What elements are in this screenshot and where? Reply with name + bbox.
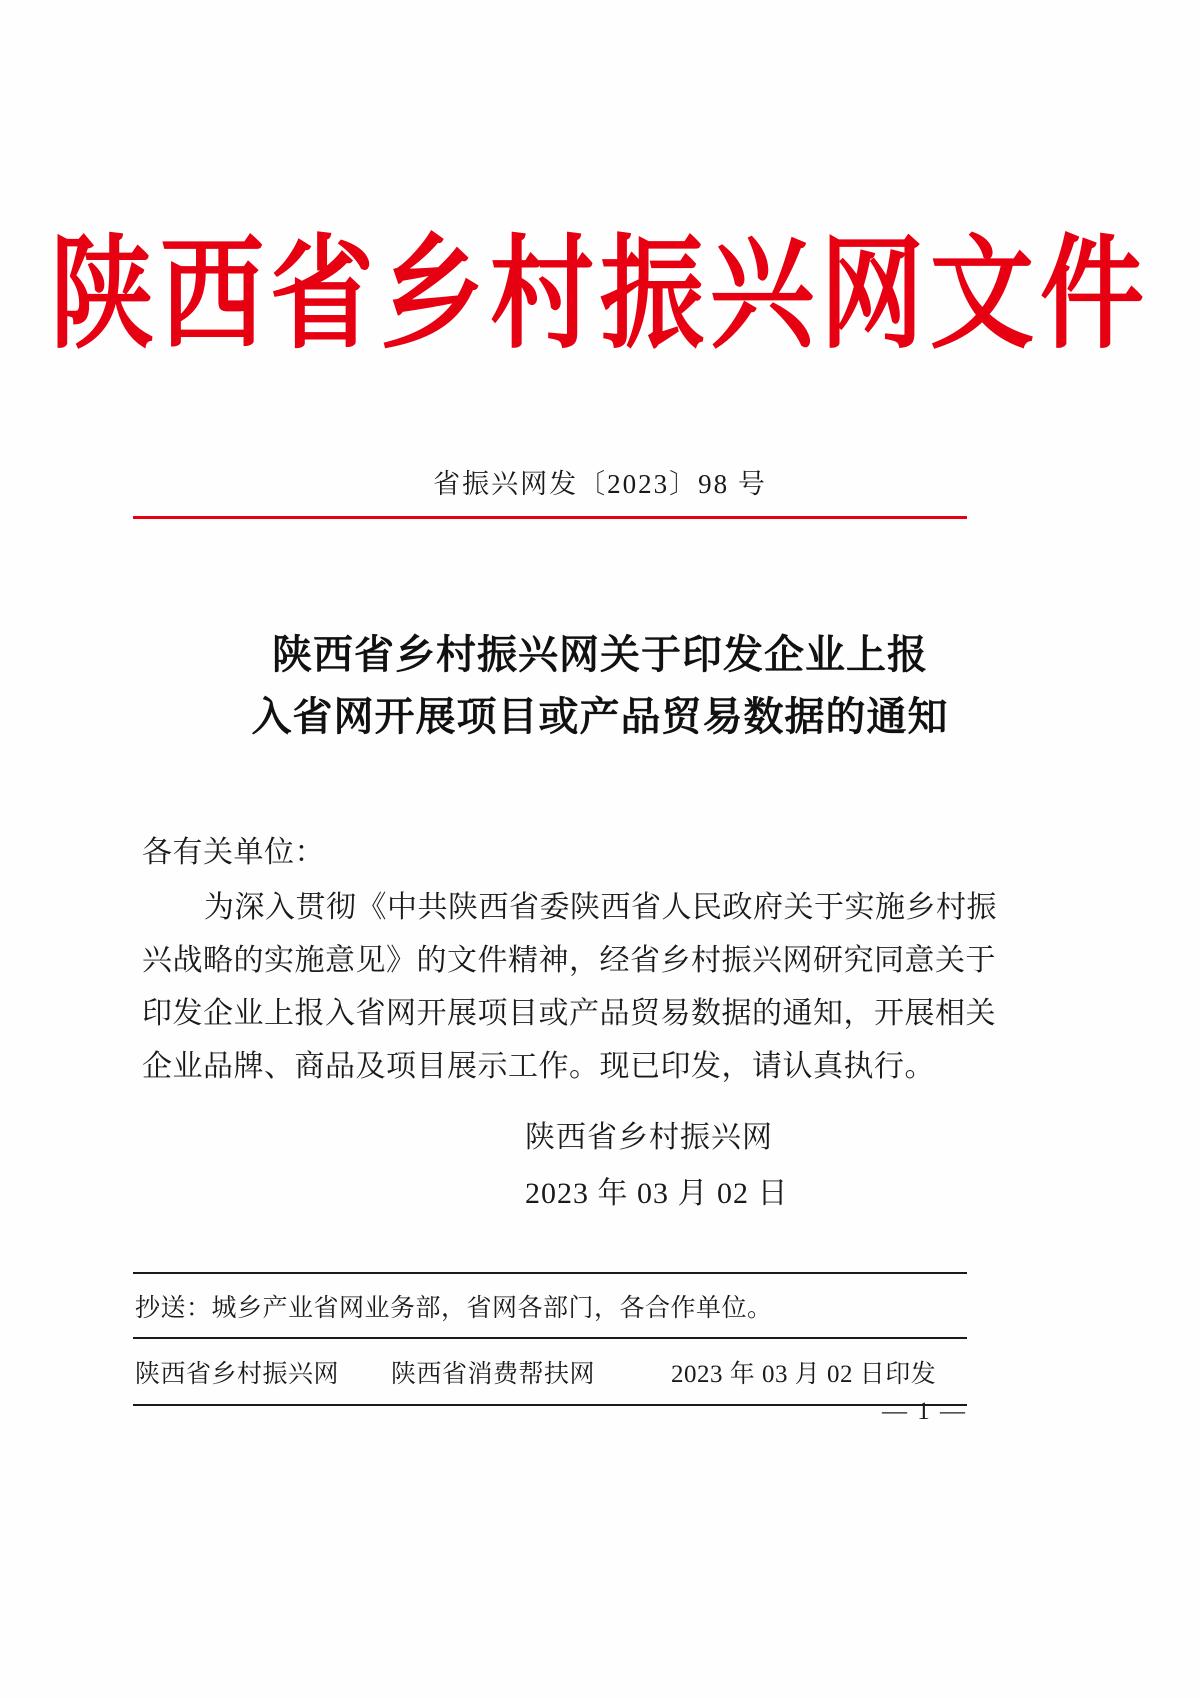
document-title-line-1: 陕西省乡村振兴网关于印发企业上报 [272, 632, 928, 677]
masthead [0, 228, 1200, 364]
signature-organization: 陕西省乡村振兴网 [525, 1121, 773, 1154]
footer-issuer-line [133, 1339, 967, 1404]
footer-issuer-primary: 陕西省乡村振兴网 [135, 1361, 340, 1388]
footer-cc-line: 抄送：城乡产业省网业务部，省网各部门，各合作单位。 [135, 1295, 773, 1322]
document-title-line-2: 入省网开展项目或产品贸易数据的通知 [251, 694, 949, 740]
footer-issuer-secondary: 陕西省消费帮扶网 [391, 1361, 596, 1388]
document-footer [133, 1272, 967, 1406]
footer-issue-date: 2023 年 03 月 02 日印发 [671, 1361, 937, 1388]
document-title [0, 624, 1200, 749]
document-number: 省振兴网发〔2023〕98 号 [433, 469, 767, 499]
body-paragraph-line: 兴战略的实施意见》的文件精神，经省乡村振兴网研究同意关于 [142, 944, 996, 977]
page-number: — 1 — [882, 1398, 967, 1425]
salutation: 各有关单位： [142, 836, 325, 869]
masthead-title: 陕西省乡村振兴网文件 [49, 228, 1150, 364]
body-paragraph-line: 印发企业上报入省网开展项目或产品贸易数据的通知，开展相关 [142, 997, 996, 1030]
signature-block [0, 1110, 1200, 1222]
body-paragraph-line: 为深入贯彻《中共陕西省委陕西省人民政府关于实施乡村振 [204, 891, 997, 924]
body-paragraph-line: 企业品牌、商品及项目展示工作。现已印发，请认真执行。 [142, 1050, 935, 1083]
document-body [142, 826, 997, 1093]
red-separator-rule [133, 516, 967, 519]
signature-date: 2023 年 03 月 02 日 [525, 1177, 789, 1210]
